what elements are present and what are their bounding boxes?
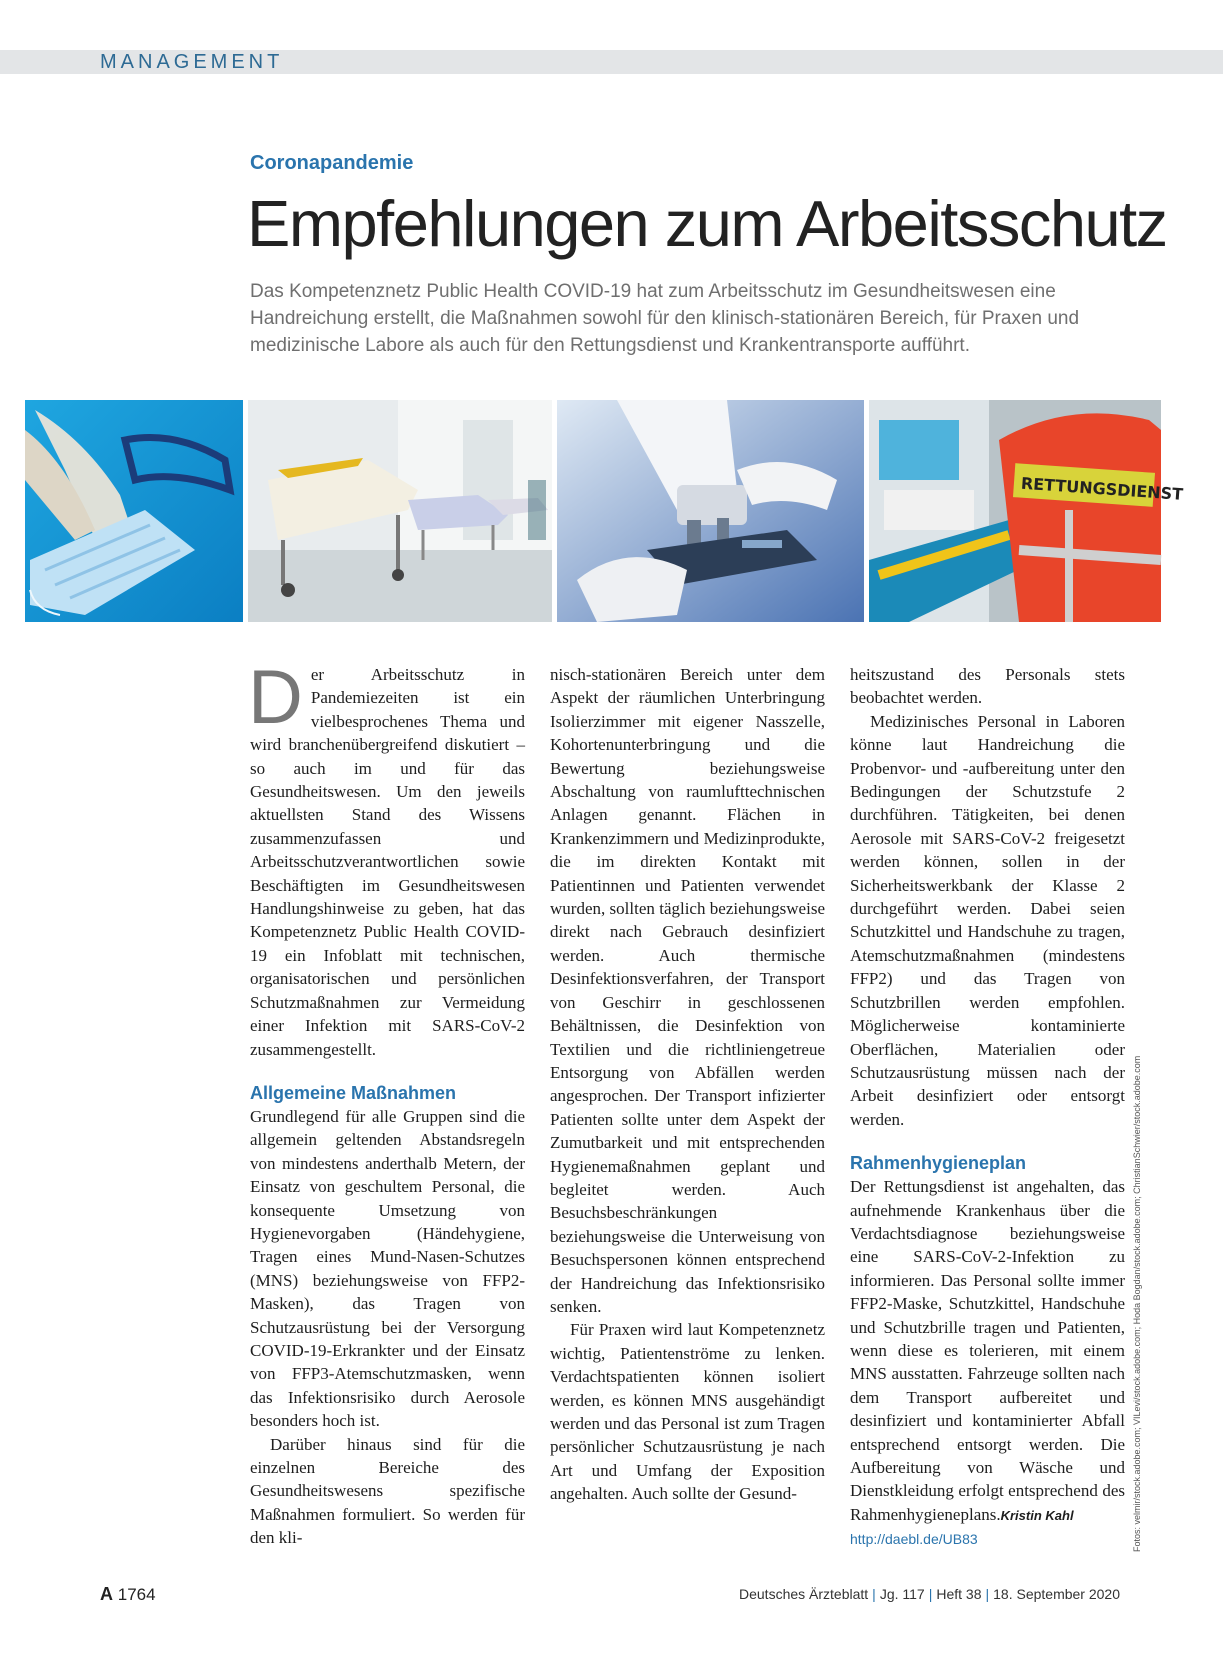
text-column-2	[550, 663, 825, 1506]
drop-cap: D	[248, 655, 303, 740]
photo-laboratory-microscope	[557, 400, 864, 622]
text-column-3	[850, 663, 1125, 1552]
paragraph-ambulance-text: Der Rettungsdienst ist angehalten, das aufnehmende Krankenhaus über die Verdachtsdiagnose beziehungsweise eine SARS-CoV-2-Infektion zu informieren. Das Personal sollte immer FFP2-Maske, Schutzkittel, Handschuhe und Schutzbrille tragen und Patienten, wenn diese es tolerieren, mit einem MNS ausstatten. Fahrzeuge sollten nach dem Transport aufbereitet und desinfiziert und kontaminierter Abfall entsprechend entsorgt werden. Die Aufbereitung von Wäsche und Dienstkleidung erfolgt entsprechend des Rahmenhygieneplans.	[850, 1177, 1125, 1524]
vest-label-text: RETTUNGSDIENST	[1020, 473, 1184, 504]
journal-footer	[739, 1586, 1120, 1602]
paragraph-ambulance-service	[850, 1175, 1125, 1527]
paragraph-laboratories: Medizinisches Personal in Laboren könne laut Handreichung die Probenvor- und -aufbereitung unter den Bedingungen der Schutzstufe 2 durchführen. Tätigkeiten, bei denen Aerosole mit SARS-CoV-2 freigesetzt werden können, sollen in der Sicherheitswerkbank der Klasse 2 durchgeführt werden. Dabei seien Schutzkittel und Handschuhe zu tragen, Atemschutzmaßnahmen (mindestens FFP2) und das Tragen von Schutzbrillen werden empfohlen. Möglicherweise kontaminierte Oberflächen, Materialien oder Schutzausrüstung müssen nach der Arbeit desinfiziert oder entsorgt werden.	[850, 711, 1125, 1129]
paragraph-intro	[248, 655, 525, 1061]
subhead-hygiene-plan: Rahmenhygieneplan	[850, 1153, 1027, 1174]
article-title: Empfehlungen zum Arbeitsschutz	[247, 187, 1167, 260]
page-number-value: 1764	[117, 1585, 156, 1604]
page-prefix: A	[100, 1584, 113, 1604]
photo-ppe-gloves-mask	[25, 400, 243, 622]
journal-name: Deutsches Ärzteblatt	[739, 1586, 869, 1602]
photo-credit: Fotos: velmir/stock.adobe.com; VILevi/stock.adobe.com; Hoda Bogdan/stock.adobe.com; ChristianSchwier/stock.adobe.com	[1132, 1055, 1142, 1552]
paragraph-health-status: heitszustand des Personals stets beobachtet werden.	[850, 665, 1125, 708]
journal-volume: Jg. 117	[879, 1586, 925, 1602]
author-name: Kristin Kahl	[1000, 1507, 1074, 1523]
footer-separator: |	[985, 1586, 990, 1602]
journal-issue: Heft 38	[936, 1586, 982, 1602]
photo-hospital-beds	[248, 400, 552, 622]
journal-date: 18. September 2020	[993, 1586, 1120, 1602]
article-kicker: Coronapandemie	[250, 152, 414, 174]
text-column-1	[248, 655, 525, 1550]
article-link[interactable]: http://daebl.de/UB83	[850, 1531, 978, 1548]
paragraph-clinical: nisch-stationären Bereich unter dem Aspekt der räumlichen Unterbringung Isolierzimmer mit eigener Nasszelle, Kohortenunterbringung und die Bewertung beziehungsweise Abschaltung von raumlufttechnischen Anlagen genannt. Flächen in Krankenzimmern und Medizinprodukte, die im direkten Kontakt mit Patientinnen und Patienten verwendet wurden, sollten täglich beziehungsweise direkt nach Gebrauch desinfiziert werden. Auch thermische Desinfektionsverfahren, der Transport von Geschirr in geschlossenen Behältnissen, die Desinfektion von Textilien und die richtliniengetreue Entsorgung von Abfällen werden angesprochen. Der Transport infizierter Patienten sollte unter dem Aspekt der Zumutbarkeit und mit entsprechenden Hygienemaßnahmen geplant und begleitet werden. Auch Besuchsbeschränkungen beziehungsweise die Unterweisung von Besuchspersonen können entsprechend der Handreichung das Infektionsrisiko senken.	[550, 665, 825, 1316]
photo-ambulance-paramedic	[869, 400, 1184, 622]
subhead-general-measures: Allgemeine Maßnahmen	[250, 1082, 457, 1103]
section-label: MANAGEMENT	[100, 51, 284, 73]
paragraph-specific-measures: Darüber hinaus sind für die einzelnen Bereiche des Gesundheitswesens spezifische Maßnahmen formuliert. So werden für den kli-	[250, 1434, 525, 1548]
footer-separator: |	[872, 1586, 876, 1602]
paragraph-intro-text: er Arbeitsschutz in Pandemiezeiten ist ein vielbesprochenes Thema und wird branchenübergreifend diskutiert – so auch im und für das Gesundheitswesen. Um den jeweils aktuellsten Stand des Wissens zusammenzufassen und Arbeitsschutzverantwortlichen sowie Beschäftigten im Gesundheitswesen Handlungshinweise zu geben, hat das Kompetenznetz Public Health COVID-19 ein Infoblatt mit technischen, organisatorischen und persönlichen Schutzmaßnahmen zur Vermeidung einer Infektion mit SARS-CoV-2 zusammengestellt.	[250, 665, 525, 1059]
page-number	[100, 1584, 156, 1605]
article-lead: Das Kompetenznetz Public Health COVID-19 hat zum Arbeitsschutz im Gesundheitswesen eine Handreichung erstellt, die Maßnahmen sowohl für den klinisch-stationären Bereich, für Praxen und medizinische Labore als auch für den Rettungsdienst und Krankentransporte aufführt.	[250, 281, 1080, 356]
paragraph-general-measures: Grundlegend für alle Gruppen sind die allgemein geltenden Abstandsregeln von mindestens anderthalb Metern, der Einsatz von geschultem Personal, die konsequente Umsetzung von Hygienevorgaben (Händehygiene, Tragen eines Mund-Nasen-Schutzes (MNS) beziehungsweise von FFP2-Masken), das Tragen von Schutzausrüstung bei der Versorgung COVID-19-Erkrankter und der Einsatz von FFP3-Atemschutzmasken, wenn das Infektionsrisiko durch Aerosole besonders hoch ist.	[250, 1106, 525, 1431]
paragraph-practices: Für Praxen wird laut Kompetenznetz wichtig, Patientenströme zu lenken. Verdachtspatienten können isoliert werden, es können MNS ausgehändigt werden und das Personal ist zum Tragen persönlicher Schutzausrüstung je nach Art und Umfang der Exposition angehalten. Auch sollte der Gesund-	[550, 1320, 825, 1504]
footer-separator: |	[928, 1586, 933, 1602]
